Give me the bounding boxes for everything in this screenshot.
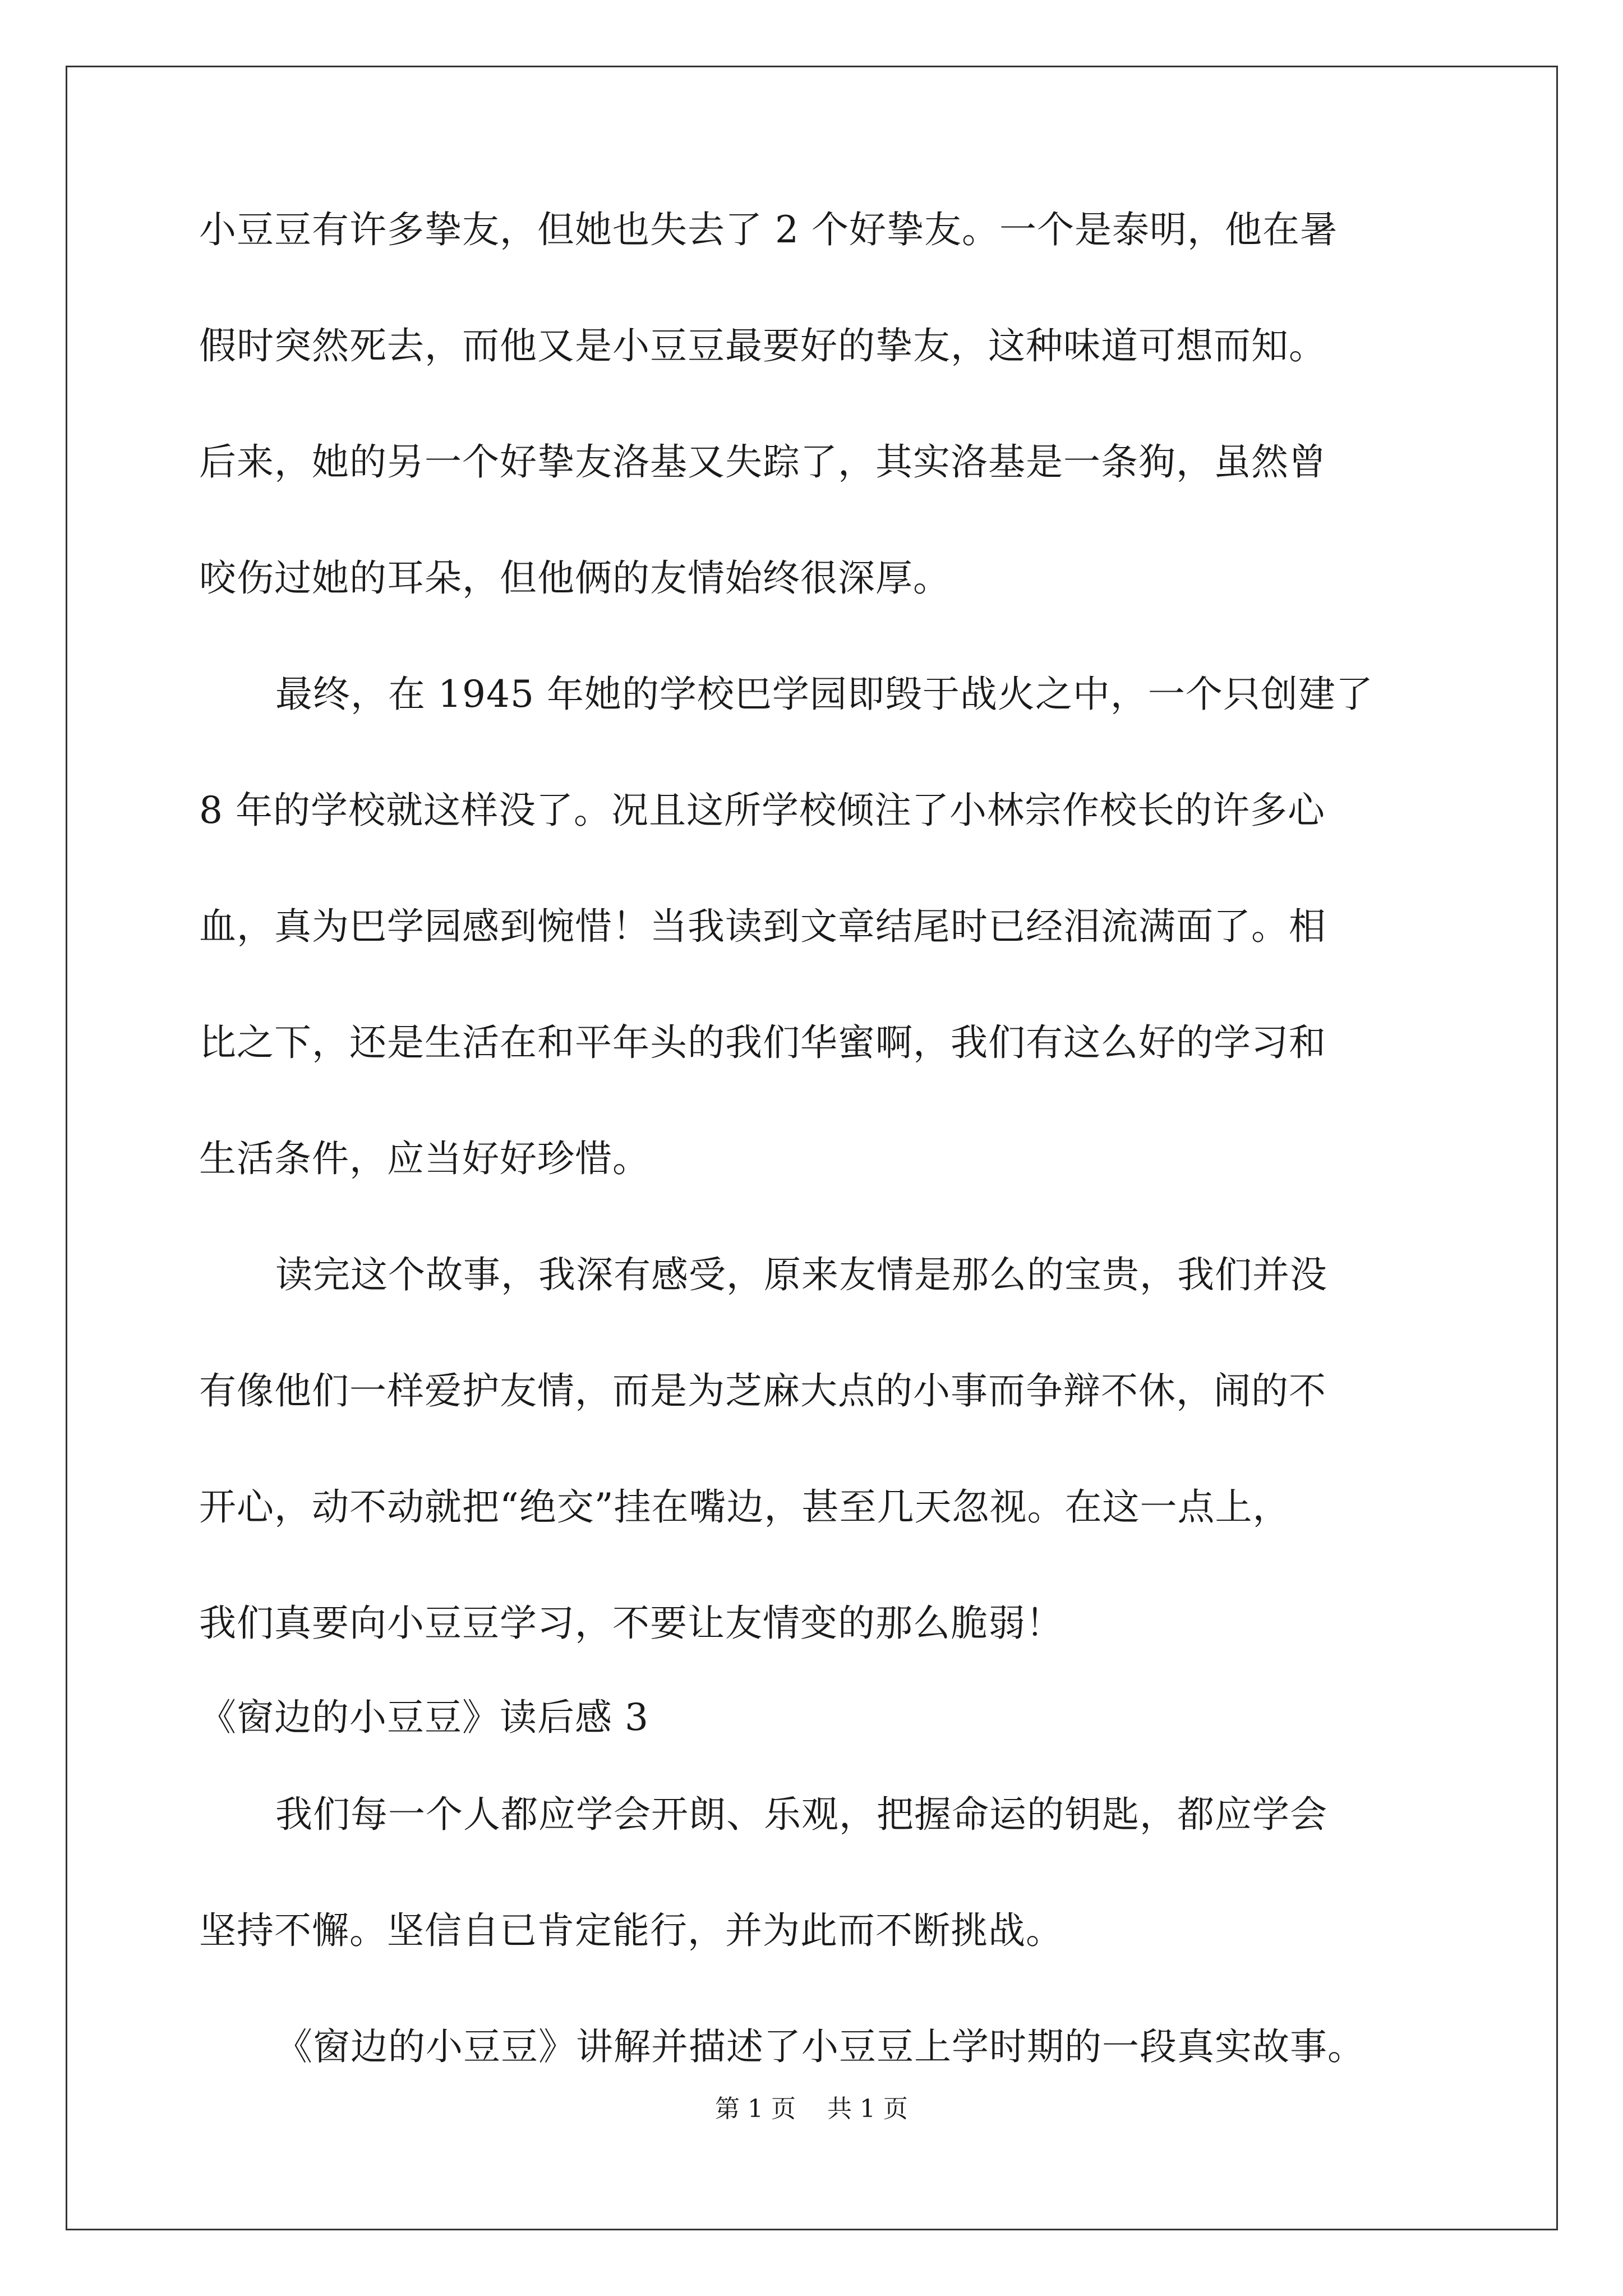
text-line: 后来，她的另一个好挚友洛基又失踪了，其实洛基是一条狗，虽然曾	[199, 440, 1326, 484]
text-line: 我们真要向小豆豆学习，不要让友情变的那么脆弱！	[199, 1602, 1063, 1645]
text-line: 血，真为巴学园感到惋惜！当我读到文章结尾时已经泪流满面了。相	[199, 905, 1326, 948]
text-line: 坚持不懈。坚信自已肯定能行，并为此而不断挑战。	[199, 1909, 1063, 1952]
text-line: 假时突然死去，而他又是小豆豆最要好的挚友，这种味道可想而知。	[199, 324, 1326, 367]
text-line: 有像他们一样爱护友情，而是为芝麻大点的小事而争辩不休，闹的不	[199, 1369, 1326, 1412]
text-line: 读完这个故事，我深有感受，原来友情是那么的宝贵，我们并没	[275, 1253, 1327, 1296]
text-line: 8 年的学校就这样没了。况且这所学校倾注了小林宗作校长的许多心	[199, 789, 1325, 832]
text-line: 咬伤过她的耳朵，但他俩的友情始终很深厚。	[199, 556, 951, 600]
text-line: 开心，动不动就把“绝交”挂在嘴边，甚至几天忽视。在这一点上，	[199, 1485, 1290, 1529]
text-line: 比之下，还是生活在和平年头的我们华蜜啊，我们有这么好的学习和	[199, 1021, 1326, 1064]
text-line: 生活条件，应当好好珍惜。	[199, 1137, 650, 1180]
text-line: 《窗边的小豆豆》讲解并描述了小豆豆上学时期的一段真实故事。	[275, 2025, 1365, 2068]
text-line: 我们每一个人都应学会开朗、乐观，把握命运的钥匙，都应学会	[275, 1793, 1327, 1836]
page-footer: 第 1 页 共 1 页	[715, 2095, 908, 2123]
section-heading: 《窗边的小豆豆》读后感 3	[199, 1696, 649, 1739]
text-line: 小豆豆有许多挚友，但她也失去了 2 个好挚友。一个是泰明，他在暑	[199, 208, 1338, 251]
text-line: 最终，在 1945 年她的学校巴学园即毁于战火之中，一个只创建了	[275, 673, 1373, 716]
